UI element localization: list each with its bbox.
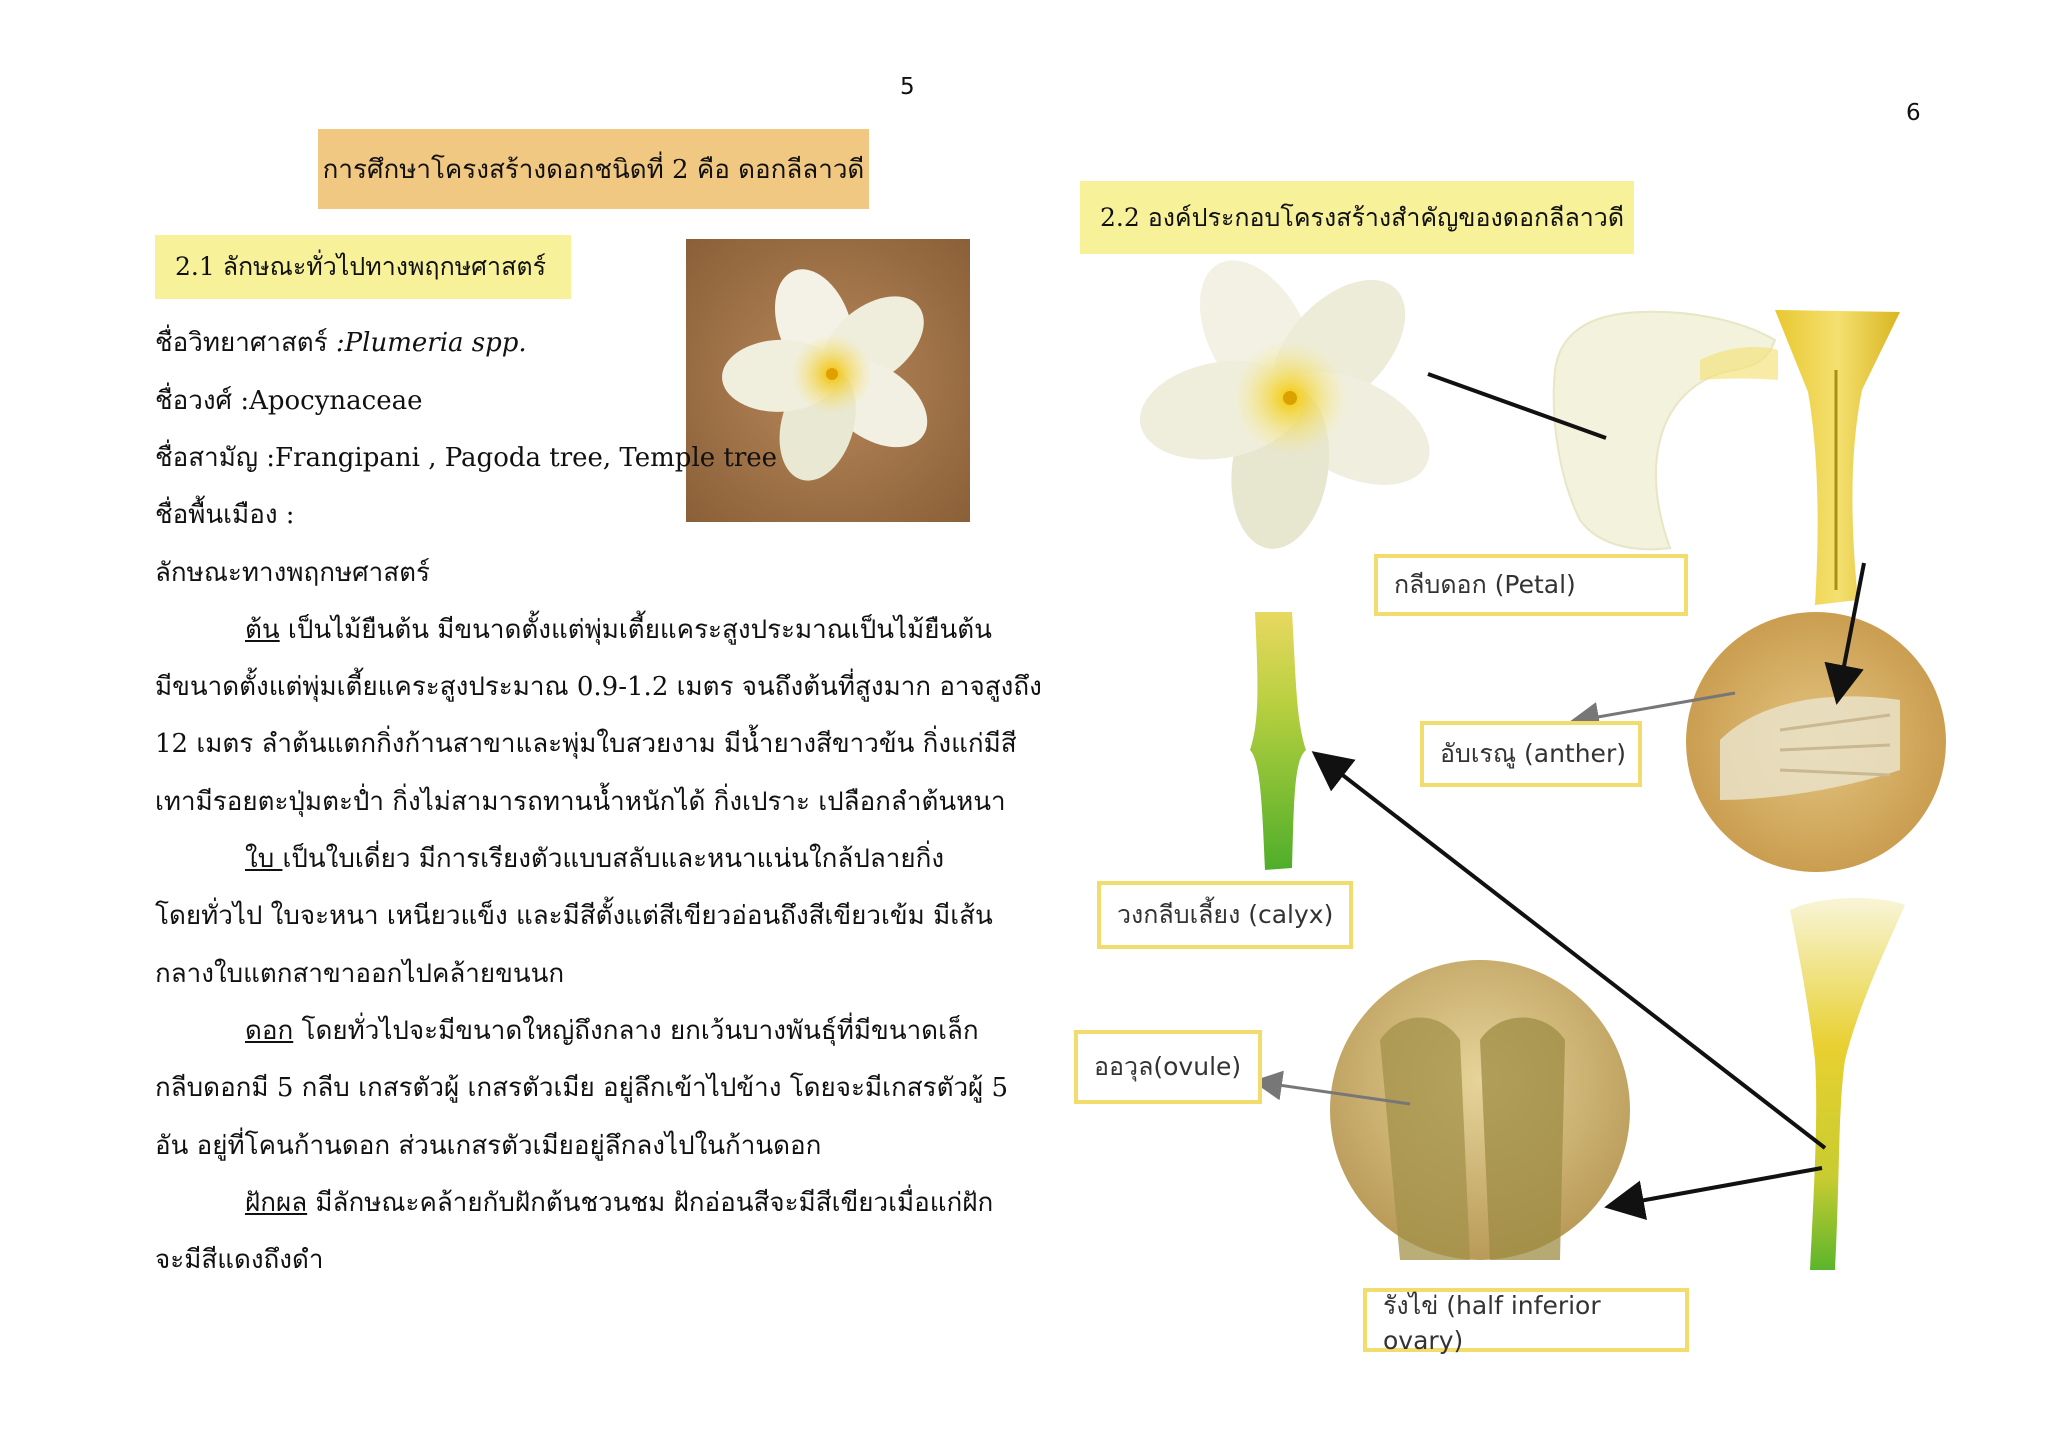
pod-label: ฝักผล — [245, 1188, 308, 1218]
leaf-line-2: โดยทั่วไป ใบจะหนา เหนียวแข็ง และมีสีตั้งแต่สีเขียวอ่อนถึงสีเขียวเข้ม มีเส้น — [155, 901, 993, 931]
page-number-left: 5 — [900, 74, 915, 100]
whole-flower-illustration — [1132, 241, 1448, 555]
section-heading-general-text: 2.1 ลักษณะทั่วไปทางพฤกษศาสตร์ — [175, 252, 547, 281]
ovary-pointer-arrow — [1612, 1168, 1822, 1206]
flower-label: ดอก — [245, 1016, 294, 1046]
label-petal-text: กลีบดอก (Petal) — [1394, 570, 1576, 599]
page-number-right: 6 — [1906, 100, 1921, 126]
label-calyx — [1097, 881, 1353, 949]
botanical-heading: ลักษณะทางพฤกษศาสตร์ — [155, 558, 430, 588]
label-ovule-text: ออวุล(ovule) — [1094, 1052, 1242, 1081]
label-petal — [1374, 554, 1688, 616]
stem-line-4: เทามีรอยตะปุ่มตะป่ำ กิ่งไม่สามารถทานน้ำหนักได้ กิ่งเปราะ เปลือกลำต้นหนา — [155, 787, 1006, 817]
scientific-name-label: ชื่อวิทยาศาสตร์ — [155, 328, 328, 358]
anther-magnified-illustration — [1686, 612, 1946, 872]
pod-line-2: จะมีสีแดงถึงดำ — [155, 1245, 324, 1275]
scientific-name-value: :Plumeria spp. — [327, 328, 527, 358]
common-name-line: ชื่อสามัญ :Frangipani , Pagoda tree, Temple tree — [155, 443, 778, 473]
label-ovule — [1074, 1030, 1262, 1104]
local-name-line: ชื่อพื้นเมือง : — [155, 500, 295, 530]
stem-text-1: เป็นไม้ยืนต้น มีขนาดตั้งแต่พุ่มเตี้ยแคระสูงประมาณเป็นไม้ยืนต้น — [279, 615, 992, 645]
calyx-illustration — [1250, 612, 1306, 870]
ovule-magnified-illustration — [1330, 960, 1630, 1260]
leaf-line-3: กลางใบแตกสาขาออกไปคล้ายขนนก — [155, 959, 565, 989]
family-line: ชื่อวงศ์ :Apocynaceae — [155, 386, 423, 416]
leaf-text-1: เป็นใบเดี่ยว มีการเรียงตัวแบบสลับและหนาแน่นใกล้ปลายกิ่ง — [282, 844, 945, 874]
page-title-text: การศึกษาโครงสร้างดอกชนิดที่ 2 คือ ดอกลีลาวดี — [322, 154, 865, 185]
label-ovary-text: รังไข่ (half inferior ovary) — [1383, 1290, 1601, 1355]
section-heading-structure-text: 2.2 องค์ประกอบโครงสร้างสำคัญของดอกลีลาวดี — [1100, 202, 1625, 232]
long-tube-illustration — [1790, 898, 1905, 1270]
flower-text-1: โดยทั่วไปจะมีขนาดใหญ่ถึงกลาง ยกเว้นบางพันธุ์ที่มีขนาดเล็ก — [293, 1016, 979, 1046]
label-anther-text: อับเรณู (anther) — [1440, 739, 1626, 768]
stem-line-2: มีขนาดตั้งแต่พุ่มเตี้ยแคระสูงประมาณ 0.9-1.2 เมตร จนถึงต้นที่สูงมาก อาจสูงถึง — [155, 672, 1042, 702]
stem-label: ต้น — [245, 615, 280, 645]
stem-line-3: 12 เมตร ลำต้นแตกกิ่งก้านสาขาและพุ่มใบสวยงาม มีน้ำยางสีขาวข้น กิ่งแก่มีสี — [155, 729, 1017, 759]
leaf-label: ใบ — [245, 844, 283, 874]
label-calyx-text: วงกลีบเลี้ยง (calyx) — [1117, 900, 1334, 929]
flower-line-3: อัน อยู่ที่โคนก้านดอก ส่วนเกสรตัวเมียอยู่ลึกลงไปในก้านดอก — [155, 1131, 822, 1161]
flower-line-2: กลีบดอกมี 5 กลีบ เกสรตัวผู้ เกสรตัวเมีย อยู่ลึกเข้าไปข้าง โดยจะมีเกสรตัวผู้ 5 — [155, 1073, 1009, 1103]
label-ovary — [1363, 1288, 1689, 1355]
pod-text-1: มีลักษณะคล้ายกับฝักต้นชวนชม ฝักอ่อนสีจะมีสีเขียวเมื่อแก่ฝัก — [307, 1188, 994, 1218]
label-anther — [1420, 721, 1642, 787]
